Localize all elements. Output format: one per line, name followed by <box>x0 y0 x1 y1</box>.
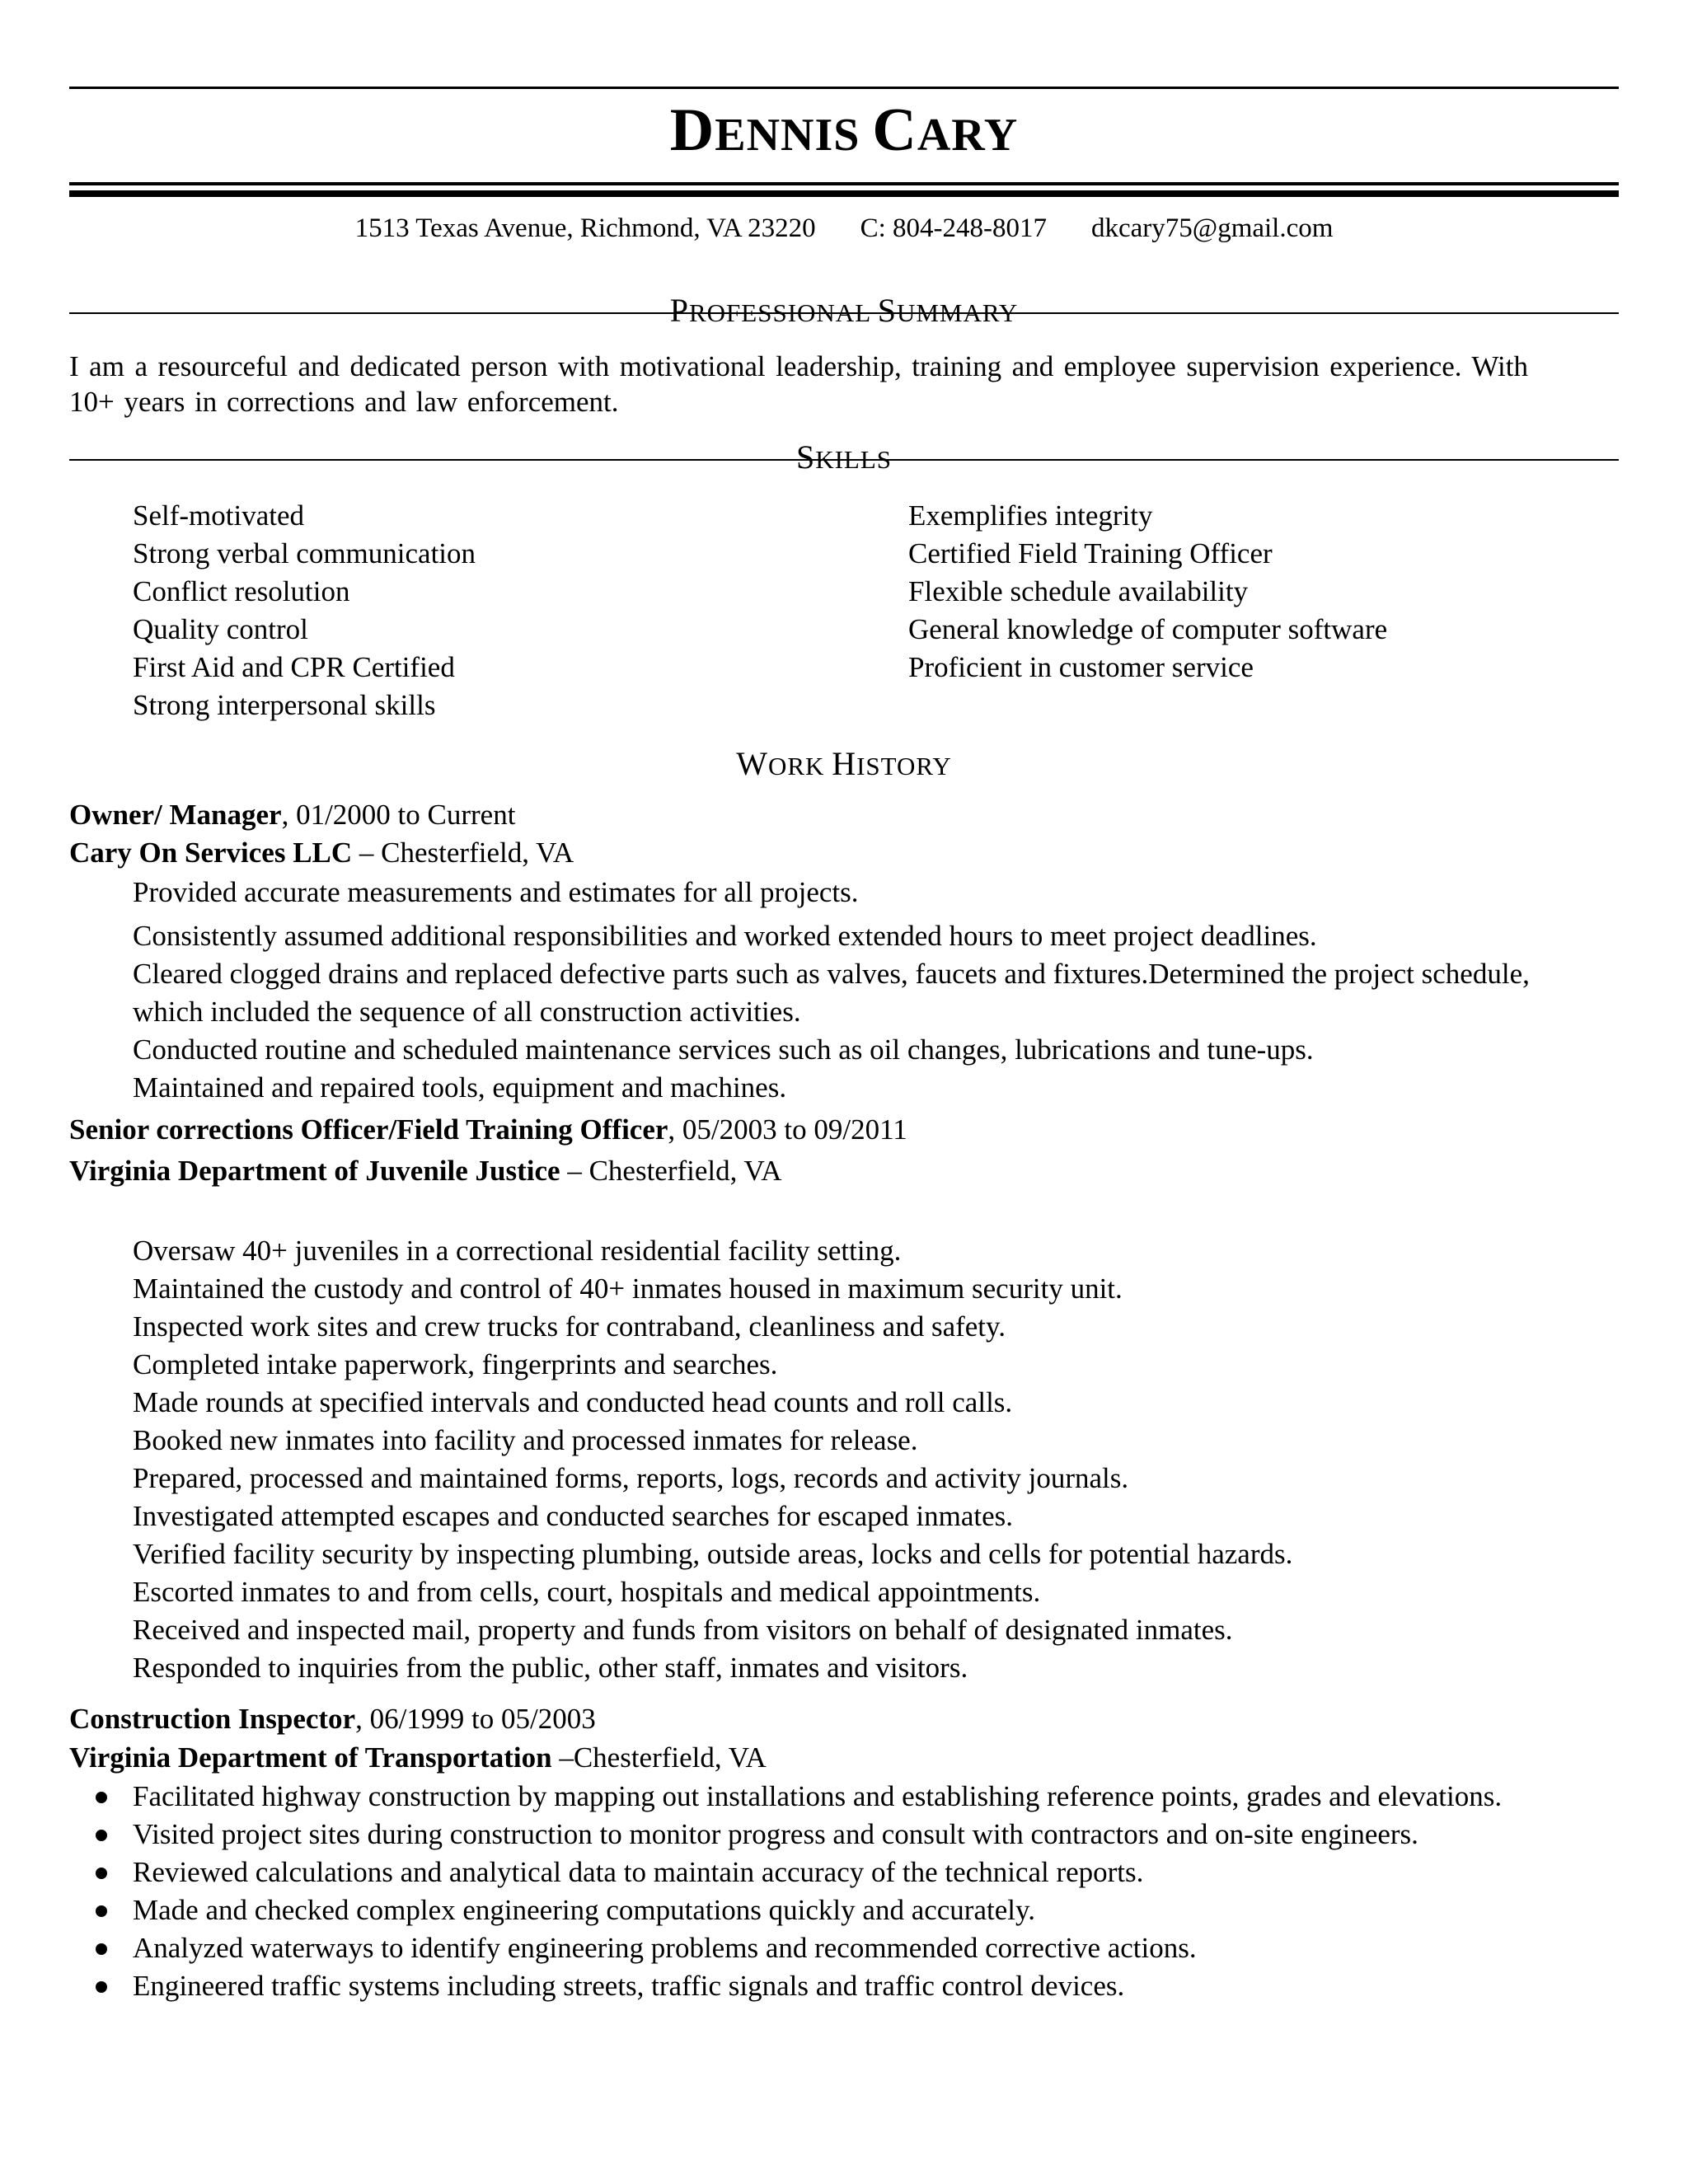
skill-item: Certified Field Training Officer <box>908 537 1273 569</box>
duty-item: Verified facility security by inspecting plumbing, outside areas, locks and cells for potential hazards. <box>133 1538 1293 1570</box>
job-2-employer <box>69 1152 782 1190</box>
duty-item: Consistently assumed additional responsibilities and worked extended hours to meet project deadlines. <box>133 920 1317 952</box>
skill-item: Exemplifies integrity <box>908 499 1153 532</box>
duty-item: Escorted inmates to and from cells, court, hospitals and medical appointments. <box>133 1576 1041 1608</box>
summary-heading-title: PROFESSIONAL SUMMARY <box>669 292 1019 329</box>
bullet-icon <box>96 1905 107 1917</box>
job-role: Senior corrections Officer/Field Training Officer <box>69 1113 668 1146</box>
skill-item: Flexible schedule availability <box>908 575 1249 607</box>
duty-item: Cleared clogged drains and replaced defective parts such as valves, faucets and fixtures.Determined the project schedule, which included the sequence of all construction activities. <box>133 958 1530 1028</box>
phone: C: 804-248-8017 <box>860 213 1048 243</box>
duty-item: Responded to inquiries from the public, other staff, inmates and visitors. <box>133 1652 968 1684</box>
bullet-list-item: Made and checked complex engineering computations quickly and accurately. <box>91 1891 1591 1929</box>
duty-item: Oversaw 40+ juveniles in a correctional residential facility setting. <box>133 1235 902 1267</box>
job-1-duties <box>133 874 1600 1107</box>
bullet-list-item: Analyzed waterways to identify engineering problems and recommended corrective actions. <box>91 1929 1591 1967</box>
duty-item: Provided accurate measurements and estimates for all projects. <box>133 876 859 908</box>
name-last-rest: ARY <box>917 110 1019 161</box>
bullet-icon <box>96 1943 107 1955</box>
duty-item: Maintained and repaired tools, equipment and machines. <box>133 1071 787 1104</box>
job-employer: Virginia Department of Transportation <box>69 1741 552 1774</box>
duty-item: Received and inspected mail, property and funds from visitors on behalf of designated inmates. <box>133 1614 1233 1646</box>
skills-left-column <box>133 497 476 724</box>
work-heading-title: WORK HISTORY <box>736 745 952 782</box>
skill-item: General knowledge of computer software <box>908 613 1388 645</box>
duty-item: Inspected work sites and crew trucks for contraband, cleanliness and safety. <box>133 1310 1006 1343</box>
skills-heading-title: SKILLS <box>795 438 893 476</box>
header-rule-thin <box>69 182 1619 185</box>
duty-item: Investigated attempted escapes and conducted searches for escaped inmates. <box>133 1500 1014 1532</box>
duty-item: Prepared, processed and maintained forms, reports, logs, records and activity journals. <box>133 1462 1129 1494</box>
skill-item: Strong verbal communication <box>133 537 476 569</box>
job-dates: , 06/1999 to 05/2003 <box>355 1703 596 1735</box>
duty-item: Made rounds at specified intervals and conducted head counts and roll calls. <box>133 1386 1013 1418</box>
skill-item: Conflict resolution <box>133 575 350 607</box>
job-location: – Chesterfield, VA <box>560 1155 782 1187</box>
duty-item: Booked new inmates into facility and processed inmates for release. <box>133 1424 918 1456</box>
job-dates: , 05/2003 to 09/2011 <box>668 1113 907 1146</box>
job-3-duties <box>91 1778 1591 2005</box>
job-dates: , 01/2000 to Current <box>281 799 516 831</box>
skill-item: Self-motivated <box>133 499 305 532</box>
skill-item: Proficient in customer service <box>908 651 1254 683</box>
job-3-employer <box>69 1739 767 1777</box>
address: 1513 Texas Avenue, Richmond, VA 23220 <box>354 213 816 243</box>
duty-item: Conducted routine and scheduled maintenance services such as oil changes, lubrications and tune-ups. <box>133 1033 1314 1066</box>
job-location: – Chesterfield, VA <box>352 837 574 869</box>
skill-item: Quality control <box>133 613 308 645</box>
duty-item: Maintained the custody and control of 40+ inmates housed in maximum security unit. <box>133 1272 1123 1305</box>
bullet-icon <box>96 1868 107 1879</box>
bullet-list-item: Facilitated highway construction by mapping out installations and establishing reference points, grades and elevations. <box>91 1778 1591 1816</box>
bullet-icon <box>96 1792 107 1803</box>
work-heading <box>69 743 1619 790</box>
skills-right-column <box>908 497 1387 687</box>
name-initial-first: D <box>669 96 715 164</box>
skill-item: First Aid and CPR Certified <box>133 651 455 683</box>
bullet-icon <box>96 1981 107 1993</box>
job-employer: Cary On Services LLC <box>69 837 353 869</box>
bullet-list-item: Engineered traffic systems including streets, traffic signals and traffic control devices. <box>91 1967 1591 2005</box>
email-link[interactable]: dkcary75@gmail.com <box>1091 213 1334 243</box>
skill-item: Strong interpersonal skills <box>133 689 436 721</box>
job-2-title <box>69 1111 907 1149</box>
job-1-title <box>69 796 515 834</box>
job-2-duties <box>133 1232 1600 1687</box>
bullet-icon <box>96 1830 107 1841</box>
duty-item: Completed intake paperwork, fingerprints and searches. <box>133 1348 778 1380</box>
header-rule-thick <box>69 190 1619 197</box>
name-initial-last: C <box>872 96 917 164</box>
bullet-list-item: Visited project sites during construction to monitor progress and consult with contractors and on-site engineers. <box>91 1816 1591 1854</box>
job-1-employer <box>69 834 574 872</box>
bullet-list-item: Reviewed calculations and analytical data to maintain accuracy of the technical reports. <box>91 1854 1591 1891</box>
name-first-rest: ENNIS <box>715 110 860 161</box>
candidate-name <box>0 97 1688 168</box>
summary-text: I am a resourceful and dedicated person with motivational leadership, training and employee supervision experience. With 10+ years in corrections and law enforcement. <box>69 350 1528 418</box>
skills-heading <box>69 437 1619 483</box>
job-3-title <box>69 1700 596 1738</box>
job-role: Owner/ Manager <box>69 799 282 831</box>
top-rule <box>69 87 1619 89</box>
summary-heading <box>69 290 1619 336</box>
job-employer: Virginia Department of Juvenile Justice <box>69 1155 560 1187</box>
job-location: –Chesterfield, VA <box>551 1741 767 1774</box>
job-role: Construction Inspector <box>69 1703 356 1735</box>
contact-line <box>0 210 1688 246</box>
